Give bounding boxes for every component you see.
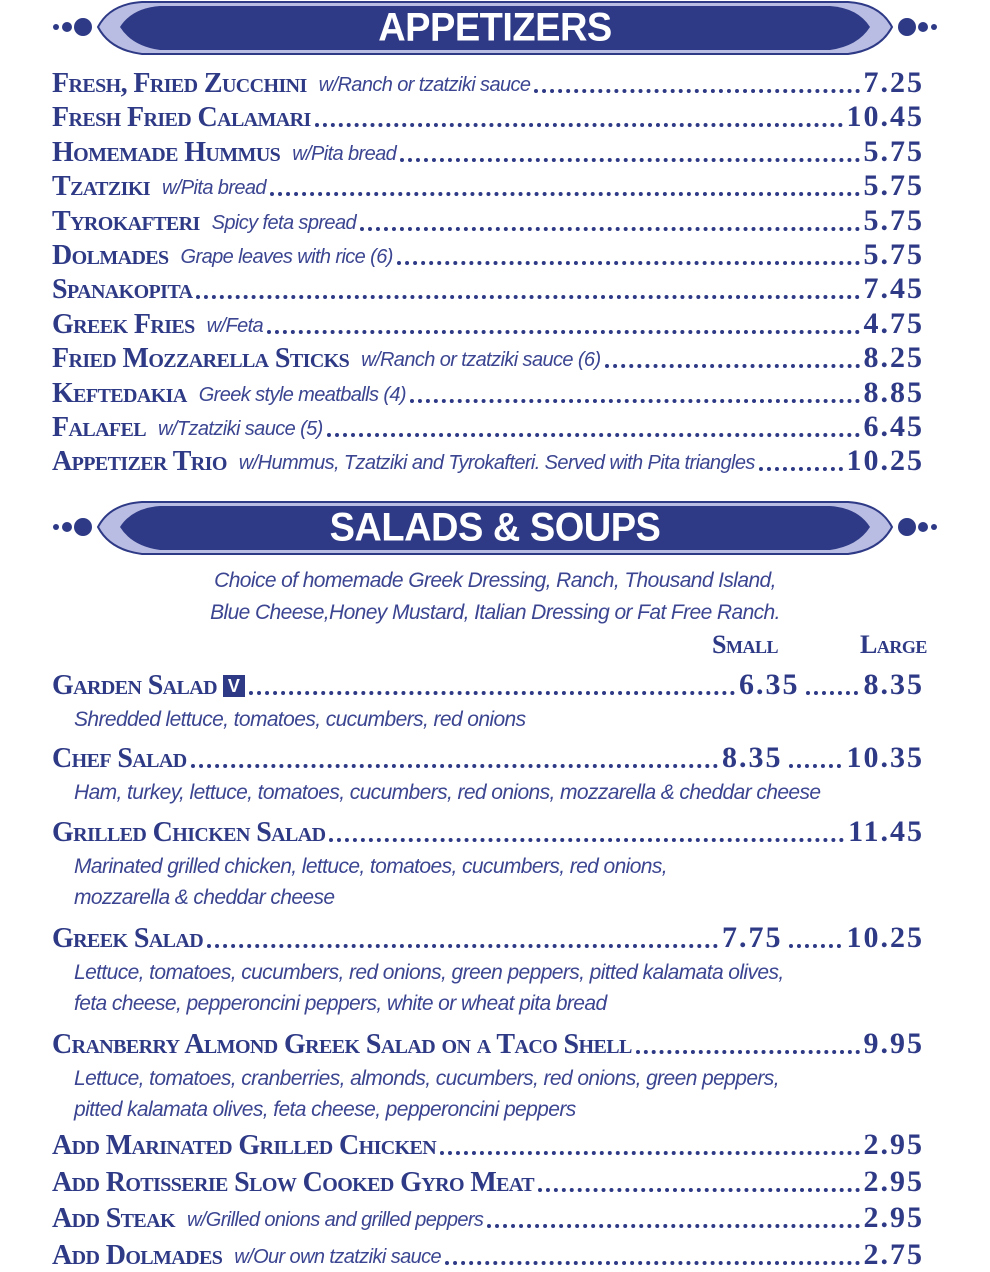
item-price: 6.45 [863,410,924,443]
menu-item [52,444,924,478]
item-description: w/Grilled onions and grilled peppers [186,1209,484,1231]
item-price: 2.95 [863,1201,924,1234]
dot-leader [360,227,860,231]
dressing-note-line2: Blue Cheese,Honey Mustard, Italian Dressing or Fat Free Ranch. [210,601,780,624]
appetizers-banner [50,0,940,56]
menu-item [52,1128,924,1162]
menu-item [52,169,924,203]
item-description: Grape leaves with rice (6) [180,246,393,268]
item-price: 5.75 [863,203,924,237]
item-name: Falafel [52,412,147,443]
menu-item [52,307,924,341]
item-name: Fresh Fried Calamari [52,102,311,134]
appetizers-title: APPETIZERS [378,5,612,51]
menu-item-greek-salad [52,921,924,955]
item-name: Dolmades [52,240,169,271]
item-price: 5.75 [863,134,924,168]
item-name: Tzatziki [52,171,150,203]
dot-leader [605,364,860,368]
item-name: Cranberry Almond Greek Salad on a Taco Shell [52,1029,632,1060]
menu-item [52,376,924,410]
dot-leader [397,261,860,265]
menu-item-grilled-chicken-salad [52,815,924,849]
item-name: Add Dolmades [52,1239,223,1271]
menu-item [52,1238,924,1272]
item-price: 7.45 [863,272,924,306]
item-price: 2.95 [863,1164,924,1198]
item-name: Appetizer Trio [52,446,227,478]
item-price-large: 8.35 [863,668,924,701]
item-name: Keftedakia [52,377,187,409]
item-name: Add Rotisserie Slow Cooked Gyro Meat [52,1166,534,1198]
item-name: Add Marinated Grilled Chicken [52,1130,437,1161]
item-price: 4.75 [863,306,924,340]
item-name: Chef Salad [52,743,187,774]
item-description: w/Ranch or tzatziki sauce (6) [361,349,601,372]
item-description-line2: feta cheese, pepperoncini peppers, white or wheat pita bread [74,992,607,1015]
item-price: 8.25 [863,341,924,375]
item-price: 5.75 [863,169,924,203]
item-description: w/Ranch or tzatziki sauce [318,74,531,96]
item-description: Ham, turkey, lettuce, tomatoes, cucumbers, red onions, mozzarella & cheddar cheese [74,781,821,804]
menu-item [52,238,924,272]
dot-leader [806,691,858,695]
dot-leader [270,192,860,196]
item-price-small: 8.35 [722,741,783,774]
item-description: w/Pita bread [292,142,397,165]
item-price-large: 10.35 [846,741,924,774]
item-price-small: 7.75 [722,921,783,954]
item-price: 10.25 [846,444,924,478]
dot-leader [191,764,718,768]
menu-item [52,204,924,238]
menu-item [52,1165,924,1199]
menu-item [52,135,924,169]
item-description: w/Our own tzatziki sauce [234,1245,442,1268]
item-description-line1: Lettuce, tomatoes, cucumbers, red onions, green peppers, pitted kalamata olives, [74,961,784,984]
dot-leader [534,89,859,93]
item-description: Greek style meatballs (4) [198,383,406,406]
item-description-line2: pitted kalamata olives, feta cheese, pepperoncini peppers [74,1098,576,1121]
salads-banner [50,500,940,556]
column-header-large: Large [860,630,927,659]
dot-leader [267,330,859,334]
dressing-note-line1: Choice of homemade Greek Dressing, Ranch, Thousand Island, [214,569,776,592]
salads-title: SALADS & SOUPS [329,505,661,551]
item-price-large: 10.25 [846,921,924,954]
dot-leader [329,838,844,842]
dot-leader [196,295,859,299]
item-price: 11.45 [848,815,924,848]
item-description: Spicy feta spread [211,211,356,234]
item-description: w/Hummus, Tzatziki and Tyrokafteri. Served with Pita triangles [238,452,755,475]
dot-leader [400,158,859,162]
item-name: Spanakopita [52,274,193,306]
item-description-line1: Marinated grilled chicken, lettuce, tomatoes, cucumbers, red onions, [74,855,668,878]
column-header-small: Small [712,630,778,659]
menu-item [52,100,924,134]
item-description: w/Tzatziki sauce (5) [158,418,323,440]
item-description-line2: mozzarella & cheddar cheese [74,886,335,909]
dot-leader [759,467,843,471]
dot-leader [487,1224,859,1228]
menu-item [52,272,924,306]
dot-leader [440,1151,859,1155]
dot-leader [445,1261,859,1265]
item-name: Fried Mozzarella Sticks [52,343,350,375]
dot-leader [636,1050,860,1054]
item-name: Homemade Hummus [52,136,281,168]
item-name: Tyrokafteri [52,205,200,237]
item-price: 10.45 [846,100,924,134]
menu-item-chef-salad [52,741,924,775]
item-name: Greek Salad [52,923,204,954]
menu-item [52,410,924,444]
menu-item-cranberry-almond-salad [52,1027,924,1061]
item-name: Greek Fries [52,308,195,340]
item-description: w/Pita bread [161,177,266,200]
dot-leader [327,433,860,437]
item-description-line1: Lettuce, tomatoes, cranberries, almonds, cucumbers, red onions, green peppers, [74,1067,779,1090]
item-name: Fresh, Fried Zucchini [52,68,307,99]
item-name: Add Steak [52,1203,175,1234]
item-description: w/Feta [206,314,264,337]
item-price: 8.85 [863,375,924,409]
item-price: 7.25 [863,66,924,99]
item-price: 2.95 [863,1128,924,1161]
dot-leader [789,944,841,948]
item-price: 2.75 [863,1237,924,1271]
menu-item [52,341,924,375]
menu-item [52,66,924,100]
item-description: Shredded lettuce, tomatoes, cucumbers, red onions [74,708,526,731]
dot-leader [789,764,841,768]
item-price: 5.75 [863,238,924,271]
item-price-small: 6.35 [739,668,800,701]
item-price: 9.95 [863,1027,924,1060]
dot-leader [207,944,718,948]
menu-item [52,1201,924,1235]
dot-leader [538,1188,860,1192]
vegetarian-badge: V [223,675,245,697]
item-name: Garden Salad [52,670,217,701]
item-name: Grilled Chicken Salad [52,817,326,848]
dot-leader [410,399,860,403]
dot-leader [315,123,843,127]
dot-leader [249,691,735,695]
menu-item-garden-salad [52,668,924,702]
